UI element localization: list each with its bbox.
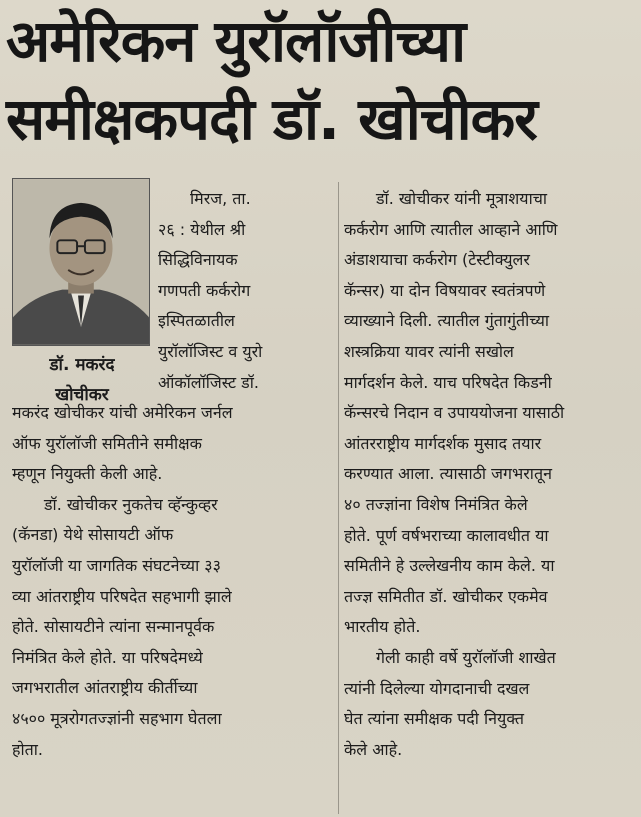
text-line: घेत त्यांना समीक्षक पदी नियुक्त (344, 709, 525, 729)
text-line: गेली काही वर्षे युरॉलॉजी शाखेत (376, 647, 556, 667)
text-line: जगभरातील आंतराष्ट्रीय कीर्तीच्या (12, 678, 198, 698)
text-line: डॉ. खोचीकर नुकतेच व्हॅन्कुव्हर (44, 494, 218, 514)
text-line: ४५०० मूत्ररोगतज्ज्ञांनी सहभाग घेतला (12, 708, 222, 728)
text-line: होते. सोसायटीने त्यांना सन्मानपूर्वक (12, 617, 215, 637)
text-line: व्या आंतराष्ट्रीय परिषदेत सहभागी झाले (12, 586, 232, 606)
text-line: कॅन्सर) या दोन विषयावर स्वतंत्रपणे (344, 280, 546, 300)
text-line: तज्ज्ञ समितीत डॉ. खोचीकर एकमेव (344, 586, 548, 606)
caption-line-1: डॉ. मकरंद (49, 355, 115, 375)
text-line: केले आहे. (344, 739, 403, 759)
text-line: म्हणून नियुक्ती केली आहे. (12, 464, 163, 484)
text-line: (कॅनडा) येथे सोसायटी ऑफ (12, 525, 174, 545)
text-line: मिरज, ता. (190, 189, 251, 208)
text-line: सिद्धिविनायक (158, 250, 238, 270)
caption-line-2: खोचीकर (55, 385, 109, 405)
article-left-column (12, 398, 332, 765)
text-line: ४० तज्ज्ञांना विशेष निमंत्रित केले (344, 494, 528, 514)
text-line: भारतीय होते. (344, 617, 421, 637)
text-line: अंडाशयाचा कर्करोग (टेस्टीक्युलर (344, 250, 530, 270)
portrait-photo (12, 178, 150, 346)
text-line: युरॉलॉजी या जागतिक संघटनेच्या ३३ (12, 555, 221, 575)
text-line: मार्गदर्शन केले. याच परिषदेत किडनी (344, 372, 552, 392)
text-line: निमंत्रित केले होते. या परिषदेमध्ये (12, 647, 203, 667)
text-line: कर्करोग आणि त्यातील आव्हाने आणि (344, 219, 558, 239)
text-line: मकरंद खोचीकर यांची अमेरिकन जर्नल (12, 403, 233, 422)
text-line: शस्त्रक्रिया यावर त्यांनी सखोल (344, 341, 514, 361)
text-line: २६ : येथील श्री (158, 219, 246, 239)
text-line: होते. पूर्ण वर्षभराच्या कालावधीत या (344, 525, 549, 545)
text-line: त्यांनी दिलेल्या योगदानाची दखल (344, 678, 530, 698)
headline-line-1: अमेरिकन युरॉलॉजीच्या (6, 7, 466, 75)
text-line: कॅन्सरचे निदान व उपाययोजना यासाठी (344, 403, 565, 423)
portrait-illustration (13, 179, 149, 345)
text-line: ऑफ युरॉलॉजी समितीने समीक्षक (12, 433, 202, 453)
column-divider (338, 182, 339, 814)
text-line: होता. (12, 739, 43, 759)
headline-line-2: समीक्षकपदी डॉ. खोचीकर (6, 85, 537, 153)
text-line: आंतरराष्ट्रीय मार्गदर्शक मुसाद तयार (344, 433, 542, 453)
article-right-column (344, 184, 636, 765)
text-line: युरॉलॉजिस्ट व युरो (158, 341, 263, 361)
text-line: ऑकॉलॉजिस्ट डॉ. (158, 372, 259, 392)
text-line: डॉ. खोचीकर यांनी मूत्राशयाचा (376, 189, 548, 208)
text-line: करण्यात आला. त्यासाठी जगभरातून (344, 464, 552, 484)
text-line: व्याख्याने दिली. त्यातील गुंतागुंतीच्या (344, 311, 550, 331)
text-line: समितीने हे उल्लेखनीय काम केले. या (344, 556, 555, 576)
headline (6, 2, 636, 158)
text-line: गणपती कर्करोग (158, 280, 251, 300)
text-line: इस्पितळातील (158, 311, 235, 331)
article-left-top-column (158, 184, 330, 398)
